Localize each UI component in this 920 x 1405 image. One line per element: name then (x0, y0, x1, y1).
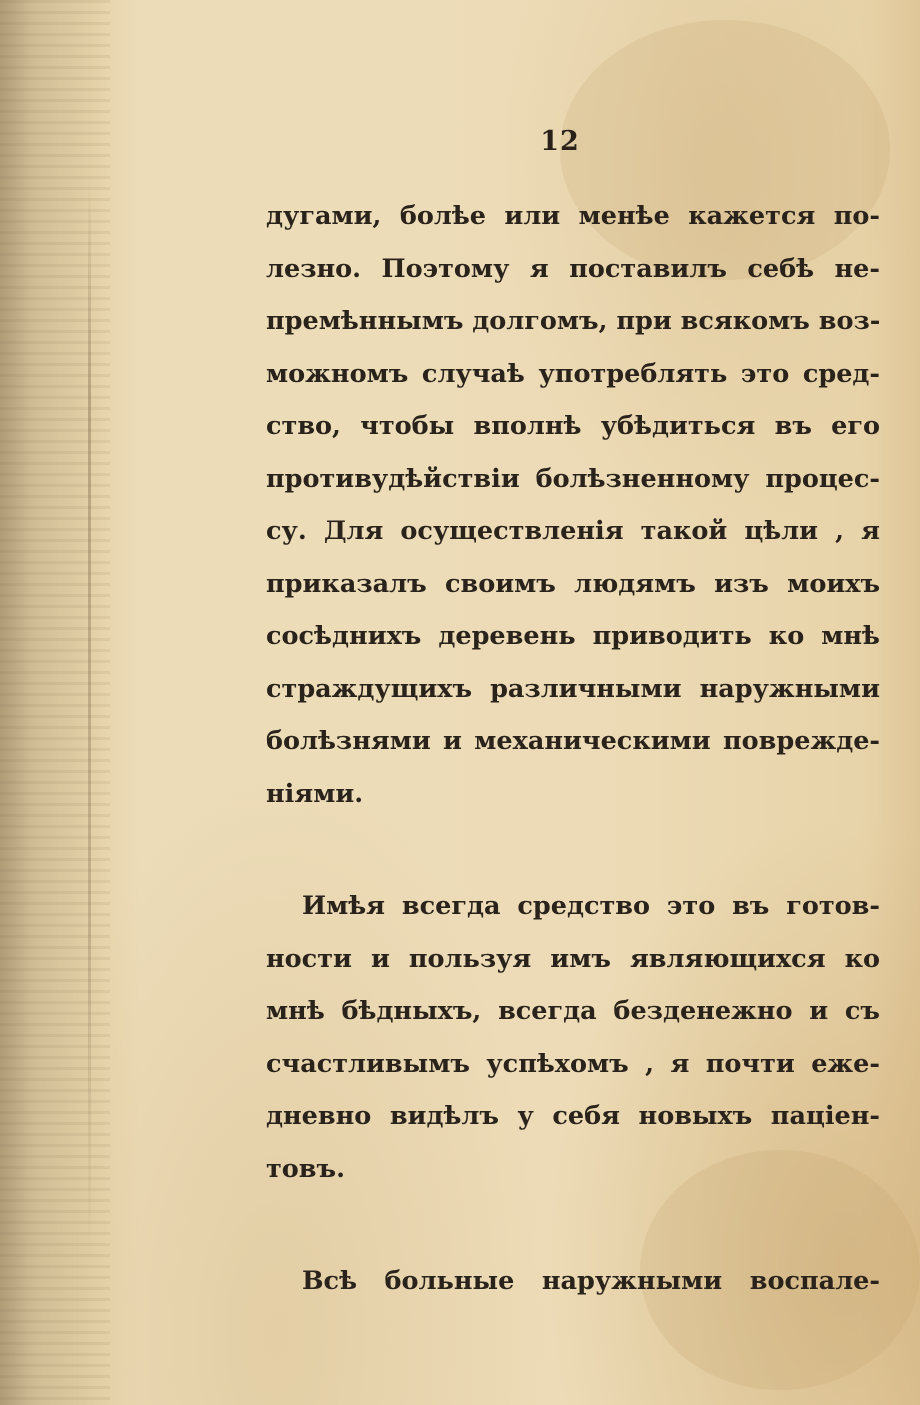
text-line: дневно видѣлъ у себя новыхъ паціен- (266, 1101, 880, 1131)
text-line: Всѣ больные наружными воспале- (302, 1266, 880, 1296)
text-line: можномъ случаѣ употреблять это сред- (266, 358, 880, 389)
body-text (266, 190, 880, 1308)
text-line: сосѣднихъ деревень приводить ко мнѣ (266, 621, 880, 651)
paragraph-gap (266, 820, 880, 880)
text-line: су. Для осуществленія такой цѣли , я (266, 516, 880, 546)
text-line: страждущихъ различными наружными (266, 673, 880, 704)
paragraph-gap (266, 1195, 880, 1255)
text-line: приказалъ своимъ людямъ изъ моихъ (266, 568, 880, 599)
text-line: Имѣя всегда средство это въ готов- (302, 891, 880, 921)
text-line: счастливымъ успѣхомъ , я почти еже- (266, 1048, 880, 1079)
text-line: товъ. (266, 1153, 345, 1184)
text-line: ніями. (266, 778, 364, 809)
text-line: ности и пользуя имъ являющихся ко (266, 943, 880, 974)
binding-crease (88, 180, 91, 1260)
text-line: ство, чтобы вполнѣ убѣдиться въ его (266, 411, 880, 441)
text-line: лезно. Поэтому я поставилъ себѣ не- (266, 253, 880, 284)
page-binding-edge (0, 0, 110, 1405)
text-line: противудѣйствіи болѣзненному процес- (266, 463, 880, 494)
text-line: дугами, болѣе или менѣе кажется по- (266, 201, 880, 231)
text-line: мнѣ бѣдныхъ, всегда безденежно и съ (266, 996, 880, 1026)
text-line: болѣзнями и механическими поврежде- (266, 726, 880, 756)
page-number: 12 (540, 126, 580, 157)
text-line: премѣннымъ долгомъ, при всякомъ воз- (266, 306, 881, 336)
